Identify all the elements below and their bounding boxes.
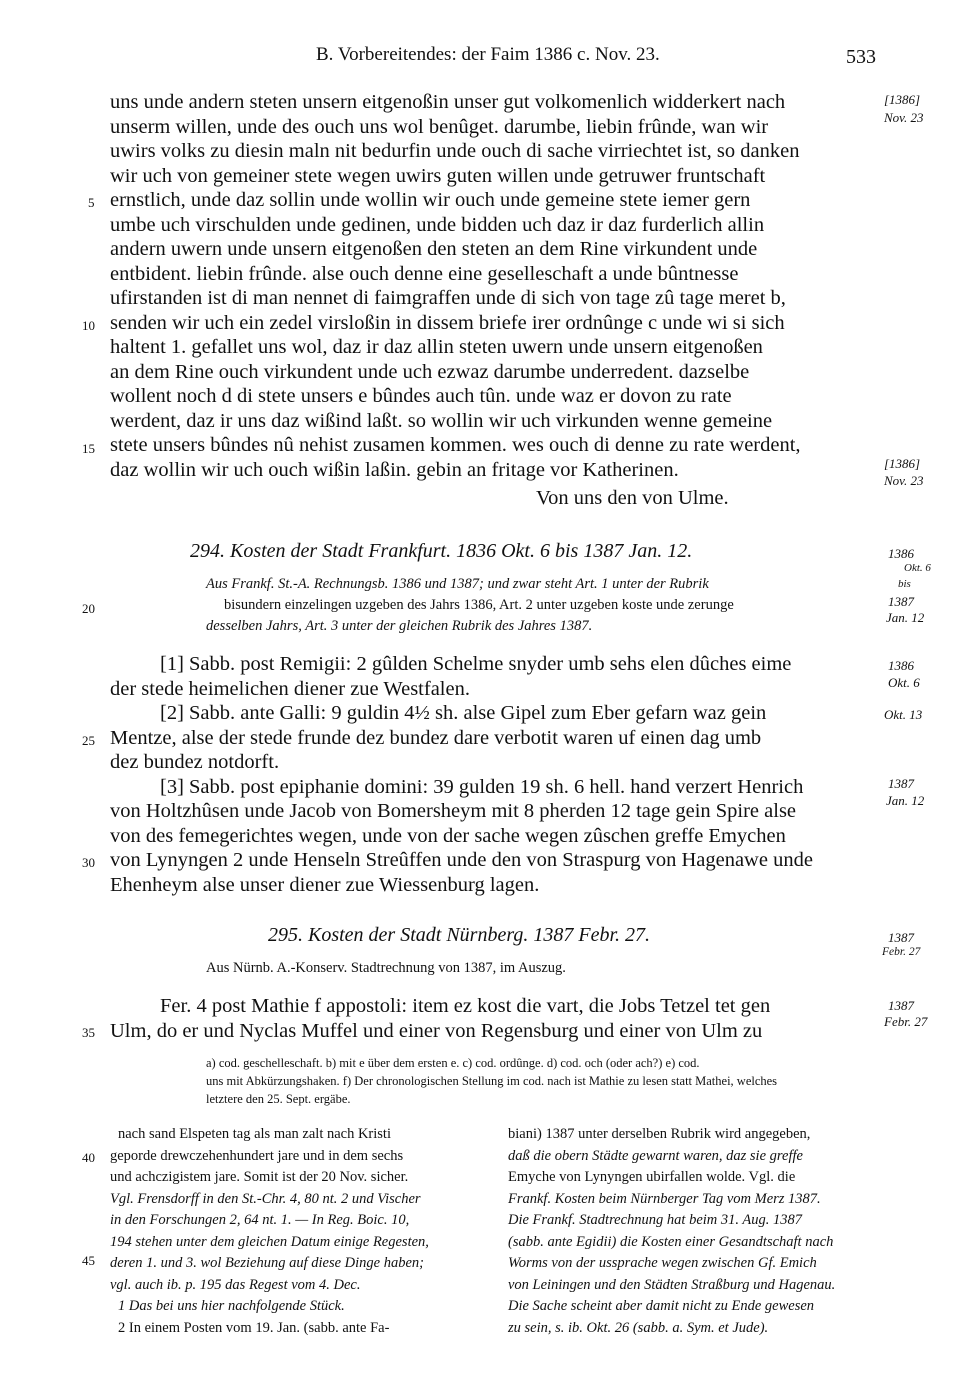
footnote-line: Die Sache scheint aber damit nicht zu Ende gewesen bbox=[508, 1298, 815, 1314]
footnote-line: deren 1. und 3. wol Beziehung auf diese Dinge haben; bbox=[110, 1255, 424, 1271]
letter-line: werdent, daz ir uns daz wißind laßt. so wollin wir uch virkunden wenne gemeine bbox=[110, 409, 773, 432]
footnote-line: 2 In einem Posten vom 19. Jan. (sabb. ante Fa- bbox=[118, 1319, 390, 1336]
source-note: Aus Nürnb. A.-Konserv. Stadtrechnung von 1387, im Auszug. bbox=[206, 960, 566, 976]
apparatus-line: uns mit Abkürzungshaken. f) Der chronologischen Stellung im cod. nach ist Mathie zu lesen statt Mathei, welches bbox=[206, 1074, 778, 1088]
footnotes-left-column bbox=[110, 1124, 429, 1339]
letter-line: uns unde andern steten unsern eitgenoßin unser gut volkomenlich widderkert nach bbox=[110, 91, 786, 113]
footnote-line: (sabb. ante Egidii) die Kosten einer Gesandtschaft nach bbox=[508, 1233, 834, 1250]
entry-line: Fer. 4 post Mathie f appostoli: item ez kost die vart, die Jobs Tetzel tet gen bbox=[160, 995, 771, 1017]
entry-line: von Lynyngen 2 unde Henseln Streûffen unde den von Straspurg von Hagenawe unde bbox=[110, 849, 813, 871]
letter-line: an dem Rine ouch virkundent unde uch ezwaz darumbe underredent. dazselbe bbox=[110, 360, 750, 383]
footnote-line: Worms von der ussprache wegen zwischen Gf. Emich bbox=[508, 1255, 817, 1271]
page-number: 533 bbox=[846, 46, 876, 68]
footnote-line: Emyche von Lynyngen ubirfallen wolde. Vgl. die bbox=[508, 1169, 796, 1185]
footnote-line: 1 Das bei uns hier nachfolgende Stück. bbox=[118, 1298, 345, 1314]
footnote-line: Die Frankf. Stadtrechnung hat beim 31. Aug. 1387 bbox=[508, 1212, 802, 1228]
letter-line: senden wir uch ein zedel virsloßin in dissem briefe irer ordnûnge c unde wi si sich bbox=[110, 311, 785, 334]
footnote-line: geporde drewczehenhundert jare und in dem sechs bbox=[110, 1147, 404, 1164]
letter-line: wollent noch d di stete unsers e bûndes auch tûn. unde waz er dovon zu rate bbox=[110, 385, 732, 407]
footnote-line: biani) 1387 unter derselben Rubrik wird angegeben, bbox=[508, 1126, 811, 1142]
footnote-line: Vgl. Frensdorff in den St.-Chr. 4, 80 nt. 2 und Vischer bbox=[110, 1190, 421, 1207]
entry-line: Mentze, alse der stede frunde dez bundez dare verbotit waren uf einen dag umb bbox=[110, 726, 762, 749]
entry-line: von des femegerichtes wegen, unde von der sache wegen zûschen greffe Emychen bbox=[110, 824, 786, 847]
letter-line: uwirs volks zu diesin maln nit bedurfin unde ouch di sache virriechtet ist, so danken bbox=[110, 140, 800, 162]
line-number: 5 bbox=[88, 195, 95, 210]
margin-date: Febr. 27 bbox=[882, 946, 921, 958]
critical-apparatus bbox=[206, 1054, 777, 1108]
letter-line: haltent 1. gefallet uns wol, daz ir daz allin steten uwern unde unsern eitgenoßen bbox=[110, 336, 763, 358]
footnote-line: von Leiningen und den Städten Straßburg und Hagenau. bbox=[508, 1276, 836, 1293]
letter-line: andern uwern unde unsern eitgenoßen den steten an dem Rine virkundent unde bbox=[110, 238, 758, 260]
margin-year: 1387 bbox=[888, 998, 914, 1013]
margin-year: 1387 bbox=[888, 930, 914, 945]
line-number: 20 bbox=[82, 601, 95, 616]
margin-date: bis bbox=[898, 578, 911, 590]
letter-line: wir uch von gemeiner stete wegen uwirs guten willen unde getruwer fruntschaft bbox=[110, 164, 766, 187]
entry-line: [3] Sabb. post epiphanie domini: 39 gulden 19 sh. 6 hell. hand verzert Henrich bbox=[160, 775, 804, 798]
entry-line: Ulm, do er und Nyclas Muffel und einer von Regensburg und einer von Ulm zu bbox=[110, 1019, 763, 1042]
source-note bbox=[206, 574, 734, 637]
document-title: 294. Kosten der Stadt Frankfurt. 1836 Okt. 6 bis 1387 Jan. 12. bbox=[190, 540, 693, 562]
line-number: 15 bbox=[82, 441, 95, 456]
footnote-line: nach sand Elspeten tag als man zalt nach Kristi bbox=[118, 1126, 391, 1142]
entry-line: [2] Sabb. ante Galli: 9 guldin 4½ sh. alse Gipel zum Eber gefarn waz gein bbox=[160, 702, 767, 724]
footnote-line: vgl. auch ib. p. 195 das Regest vom 4. Dec. bbox=[110, 1276, 361, 1293]
letter-line: daz wollin wir uch ouch wißin laßin. gebin an fritage vor Katherinen. bbox=[110, 458, 679, 481]
line-number: 40 bbox=[82, 1150, 95, 1165]
letter-line: ernstlich, unde daz sollin unde wollin wir ouch unde gemeine stete iemer gern bbox=[110, 189, 751, 211]
margin-year: [1386] bbox=[884, 92, 921, 107]
letter-line: entbident. liebin frûnde. alse ouch denne eine geselleschaft a unde bûntnesse bbox=[110, 262, 739, 285]
letter-line: unserm willen, unde des ouch uns wol benûget. darumbe, liebin frûnde, wan wir bbox=[110, 115, 769, 138]
document-entries bbox=[110, 652, 813, 897]
letter-line: ufirstanden ist di man nennet di faimgraffen unde di sich von tage zû tage meret b, bbox=[110, 287, 786, 309]
footnote-line: und achczigistem jare. Somit ist der 20 Nov. sicher. bbox=[110, 1169, 409, 1185]
line-number: 10 bbox=[82, 318, 95, 333]
source-line: bisundern einzelingen uzgeben des Jahrs 1386, Art. 2 unter uzgeben koste unde zerunge bbox=[224, 597, 734, 613]
document-entries bbox=[110, 994, 770, 1043]
document-title: 295. Kosten der Stadt Nürnberg. 1387 Febr. 27. bbox=[268, 924, 651, 946]
footnote-line: zu sein, s. ib. Okt. 26 (sabb. a. Sym. et Jude). bbox=[508, 1319, 769, 1336]
entry-line: von Holtzhûsen unde Jacob von Bomersheym mit 8 pherden 12 tage gein Spire alse bbox=[110, 800, 797, 822]
margin-date: Okt. 6 bbox=[888, 675, 920, 690]
line-number: 35 bbox=[82, 1025, 95, 1040]
margin-date: Jan. 12 bbox=[886, 610, 925, 625]
margin-date: Nov. 23 bbox=[884, 110, 924, 125]
source-line: desselben Jahrs, Art. 3 unter der gleichen Rubrik des Jahres 1387. bbox=[206, 618, 593, 634]
margin-year: [1386] bbox=[884, 456, 921, 471]
margin-date: Nov. 23 bbox=[884, 473, 924, 488]
source-line: Aus Frankf. St.-A. Rechnungsb. 1386 und 1387; und zwar steht Art. 1 unter der Rubrik bbox=[206, 576, 709, 592]
entry-line: der stede heimelichen diener zue Westfalen. bbox=[110, 677, 470, 700]
apparatus-line: a) cod. geschelleschaft. b) mit e über dem ersten e. c) cod. ordûnge. d) cod. och (oder ach?) e) cod. bbox=[206, 1056, 700, 1070]
running-title: B. Vorbereitendes: der Faim 1386 c. Nov. 23. bbox=[316, 44, 660, 65]
line-number: 45 bbox=[82, 1253, 95, 1268]
apparatus-line: letztere den 25. Sept. ergäbe. bbox=[206, 1092, 351, 1106]
footnote-line: daß die obern Städte gewarnt waren, daz sie greffe bbox=[508, 1147, 803, 1164]
footnote-line: in den Forschungen 2, 64 nt. 1. — In Reg. Boic. 10, bbox=[110, 1212, 410, 1228]
entry-line: [1] Sabb. post Remigii: 2 gûlden Schelme snyder umb sehs elen dûches eime bbox=[160, 653, 792, 675]
signature: Von uns den von Ulme. bbox=[536, 487, 729, 509]
footnote-line: 194 stehen unter dem gleichen Datum einige Regesten, bbox=[110, 1233, 429, 1250]
entry-line: dez bundez notdorft. bbox=[110, 751, 280, 773]
margin-year: 1386 bbox=[888, 658, 914, 673]
entry-line: Ehenheym alse unser diener zue Wiessenburg lagen. bbox=[110, 873, 540, 896]
letter-line: stete unsers bûndes nû nehist zusamen kommen. wes ouch di denne zu rate werdent, bbox=[110, 434, 801, 456]
margin-year: 1387 bbox=[888, 594, 914, 609]
line-number: 30 bbox=[82, 855, 95, 870]
line-number: 25 bbox=[82, 733, 95, 748]
margin-date: Febr. 27 bbox=[884, 1014, 928, 1029]
margin-date: Jan. 12 bbox=[886, 793, 925, 808]
margin-year: 1387 bbox=[888, 776, 914, 791]
footnotes-right-column bbox=[508, 1124, 835, 1339]
footnote-line: Frankf. Kosten beim Nürnberger Tag vom Merz 1387. bbox=[508, 1190, 821, 1207]
letter-body bbox=[110, 90, 880, 482]
letter-line: umbe uch virschulden unde gedinen, unde bidden uch daz ir daz furderlich allin bbox=[110, 213, 765, 236]
margin-year: 1386 bbox=[888, 546, 914, 561]
margin-date: Okt. 6 bbox=[904, 562, 931, 574]
margin-date: Okt. 13 bbox=[884, 707, 923, 722]
